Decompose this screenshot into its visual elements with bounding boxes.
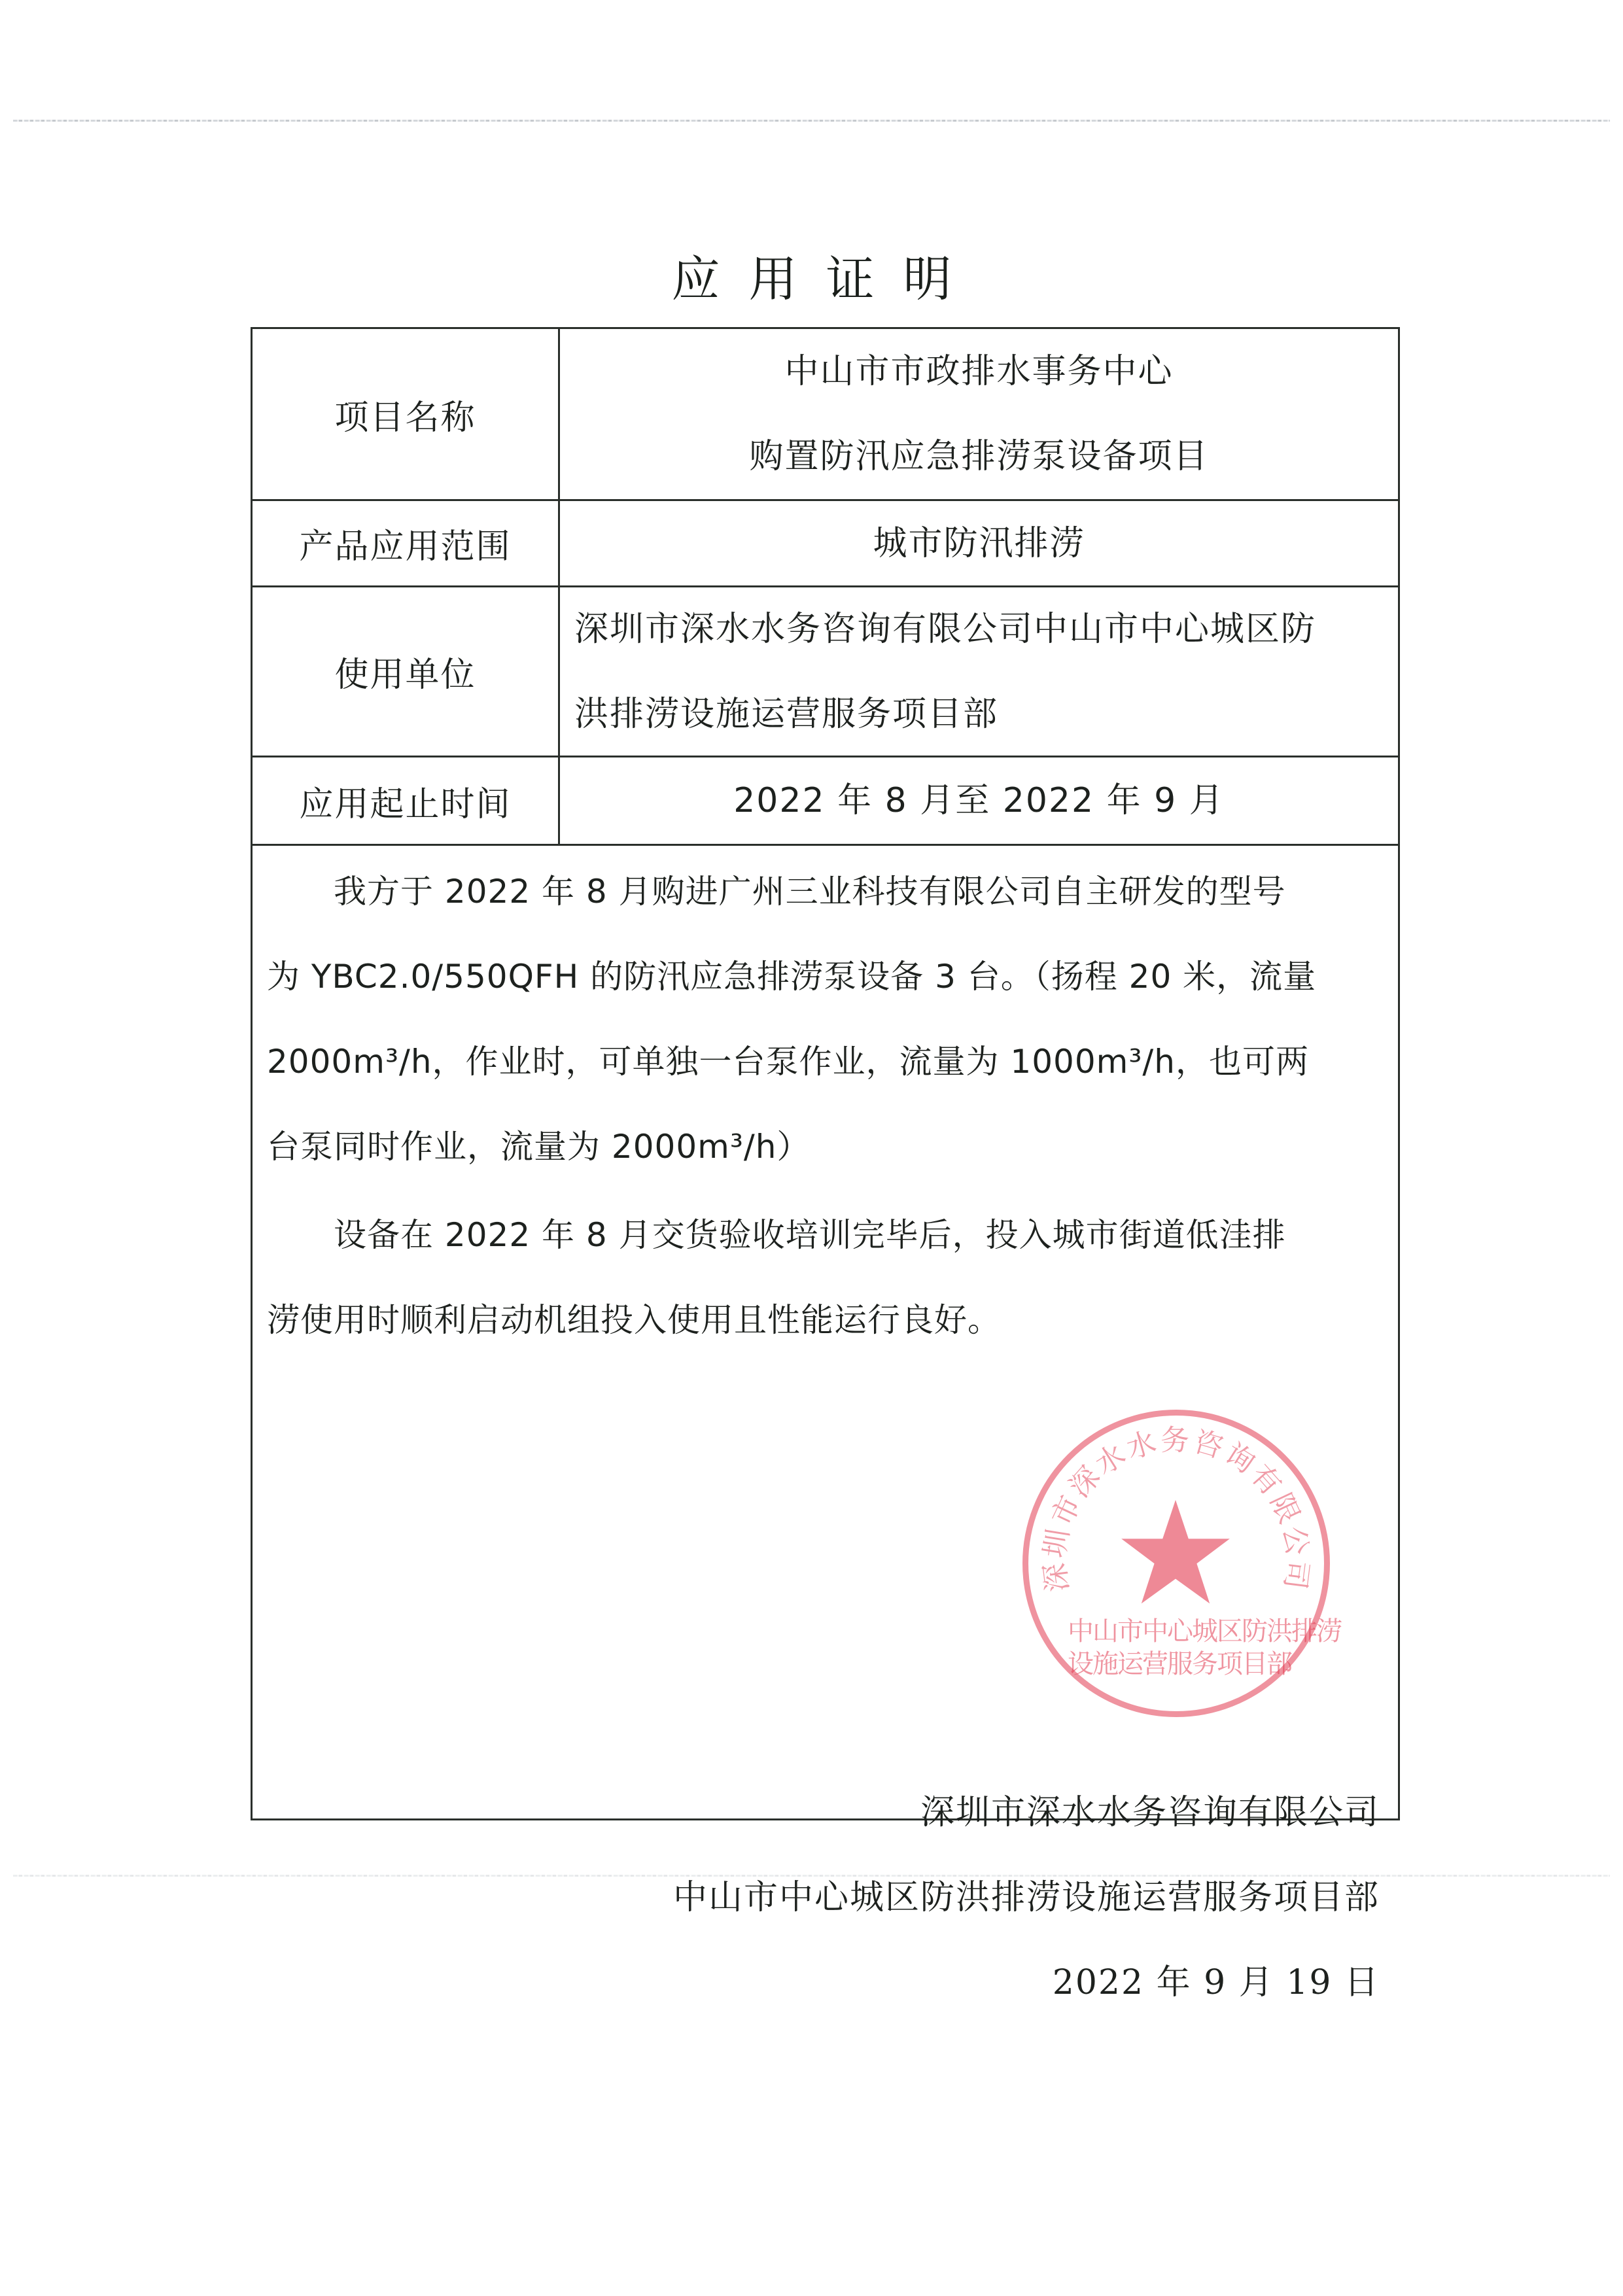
value-line: 中山市市政排水事务中心 [784,352,1174,391]
svg-text:深圳市深水水务咨询有限公司: 深圳市深水水务咨询有限公司 [1038,1423,1315,1594]
signature-company: 深圳市深水水务咨询有限公司 [920,1793,1380,1832]
table-row-project-name [253,329,1398,501]
paragraph-line: 为 YBC2.0/550QFH 的防汛应急排涝泵设备 3 台。（扬程 20 米，流量 [267,958,1317,996]
row-value [560,501,1398,585]
paragraph-line: 台泵同时作业，流量为 2000m³/h） [267,1128,811,1166]
table-row-application-scope [253,501,1398,587]
scan-artifact-top [13,120,1610,122]
paragraph-line: 设备在 2022 年 8 月交货验收培训完毕后，投入城市街道低洼排 [267,1216,1286,1254]
paragraph-line: 我方于 2022 年 8 月购进广州三业科技有限公司自主研发的型号 [267,873,1286,911]
statement-cell [253,846,1398,2002]
value-line: 洪排涝设施运营服务项目部 [574,694,999,734]
paragraph-line: 涝使用时顺利启动机组投入使用且性能运行良好。 [267,1301,1001,1339]
seal-inner-line: 设施运营服务项目部 [1068,1649,1291,1679]
value-line: 购置防汛应急排涝泵设备项目 [749,437,1209,476]
seal-inner-line: 中山市中心城区防洪排涝 [1068,1616,1341,1646]
row-value [560,757,1398,844]
row-value [560,587,1398,756]
table-row-user-unit [253,587,1398,757]
row-label: 使用单位 [253,587,560,756]
row-label: 产品应用范围 [253,501,560,585]
paragraph-line: 2000m³/h，作业时，可单独一台泵作业，流量为 1000m³/h，也可两 [267,1043,1309,1081]
value-line: 深圳市深水水务咨询有限公司中山市中心城区防 [574,609,1317,649]
certificate-table [251,327,1400,2002]
value-line: 2022 年 8 月至 2022 年 9 月 [733,781,1225,820]
value-line: 城市防汛排涝 [873,523,1085,563]
row-label: 项目名称 [253,329,560,499]
scan-artifact-bottom [13,1875,1610,1877]
signature-department: 中山市中心城区防洪排涝设施运营服务项目部 [672,1878,1380,1917]
row-label: 应用起止时间 [253,757,560,844]
table-row-application-period [253,757,1398,846]
document-title: 应用证明 [671,251,981,307]
row-value [560,329,1398,499]
signature-date: 2022 年 9 月 19 日 [1052,1963,1380,2002]
